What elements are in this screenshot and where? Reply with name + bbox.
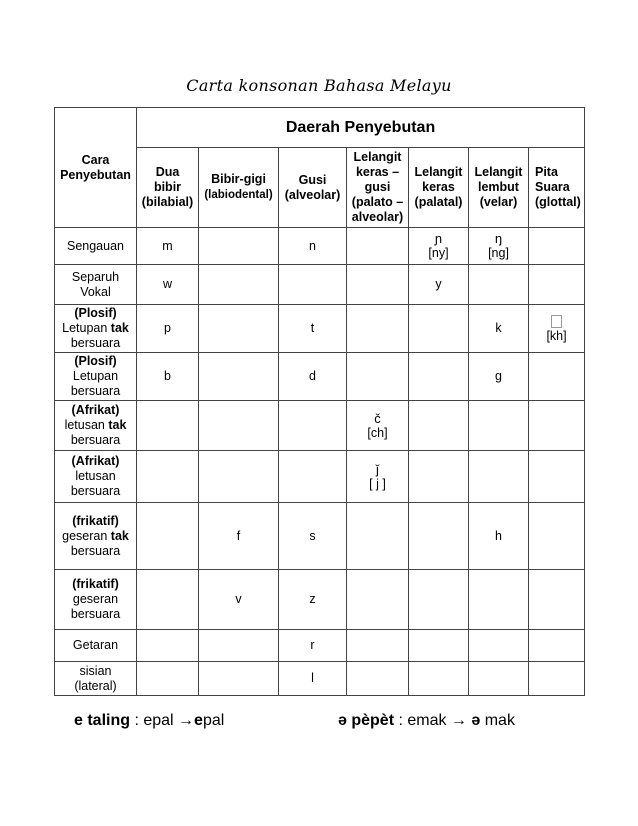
cell: g — [469, 353, 529, 401]
col-header-glottal: Pita Suara (glottal) — [529, 148, 585, 228]
cell: w — [137, 265, 199, 305]
cell: h — [469, 503, 529, 570]
chart-title: Carta konsonan Bahasa Melayu — [186, 76, 452, 95]
cell — [529, 503, 585, 570]
cell: ŋ [ng] — [469, 228, 529, 265]
footer-e-pepet: ə pèpèt : emak → ə mak — [338, 712, 515, 729]
cell — [199, 353, 279, 401]
cell: z — [279, 570, 347, 630]
cell — [529, 570, 585, 630]
cell — [347, 570, 409, 630]
consonant-chart-table — [54, 107, 585, 696]
cell — [529, 630, 585, 662]
table-row — [55, 503, 585, 570]
cell — [279, 401, 347, 451]
cell — [347, 353, 409, 401]
table-row — [55, 353, 585, 401]
row-label-sisian: sisian (lateral) — [55, 662, 137, 696]
cell — [199, 228, 279, 265]
col-header-palatal: Lelangit keras (palatal) — [409, 148, 469, 228]
row-label-sengauan: Sengauan — [55, 228, 137, 265]
cell — [469, 630, 529, 662]
cell: [kh] — [529, 305, 585, 353]
footer-e-taling: e taling : epal →epal — [74, 712, 225, 729]
cell — [199, 401, 279, 451]
col-header-palato-alveolar: Lelangit keras – gusi (palato – alveolar) — [347, 148, 409, 228]
cell: č [ch] — [347, 401, 409, 451]
cell — [279, 451, 347, 503]
cell: p — [137, 305, 199, 353]
row-label-afrikat-tak-bersuara: (Afrikat) letusan tak bersuara — [55, 401, 137, 451]
cell — [409, 503, 469, 570]
table-row — [55, 305, 585, 353]
cell: l — [279, 662, 347, 696]
cell — [469, 451, 529, 503]
row-label-afrikat-bersuara: (Afrikat) letusan bersuara — [55, 451, 137, 503]
col-header-labiodental: Bibir-gigi (labiodental) — [199, 148, 279, 228]
cell — [199, 630, 279, 662]
cell — [409, 353, 469, 401]
cell — [347, 503, 409, 570]
col-header-velar: Lelangit lembut (velar) — [469, 148, 529, 228]
cell — [529, 451, 585, 503]
cell: m — [137, 228, 199, 265]
cell — [409, 451, 469, 503]
cell: ɲ [ny] — [409, 228, 469, 265]
arrow-right-icon: → — [450, 712, 467, 729]
cell — [137, 503, 199, 570]
cell — [137, 401, 199, 451]
cell — [409, 630, 469, 662]
cell — [137, 662, 199, 696]
corner-header: Cara Penyebutan — [55, 108, 137, 228]
cell — [529, 265, 585, 305]
table-row — [55, 265, 585, 305]
cell: t — [279, 305, 347, 353]
row-label-plosif-bersuara: (Plosif) Letupan bersuara — [55, 353, 137, 401]
table-row — [55, 228, 585, 265]
cell — [529, 401, 585, 451]
cell — [409, 305, 469, 353]
cell: v — [199, 570, 279, 630]
cell: ǰ [ j ] — [347, 451, 409, 503]
arrow-right-icon: → — [178, 712, 195, 729]
cell — [199, 265, 279, 305]
table-row — [55, 630, 585, 662]
cell — [529, 353, 585, 401]
group-header: Daerah Penyebutan — [137, 108, 585, 148]
row-label-getaran: Getaran — [55, 630, 137, 662]
cell — [409, 401, 469, 451]
cell — [347, 228, 409, 265]
table-row — [55, 451, 585, 503]
cell — [347, 630, 409, 662]
table-row — [55, 662, 585, 696]
cell — [279, 265, 347, 305]
cell — [137, 570, 199, 630]
row-label-plosif-tak-bersuara: (Plosif) Letupan tak bersuara — [55, 305, 137, 353]
cell — [409, 570, 469, 630]
cell — [199, 451, 279, 503]
cell: d — [279, 353, 347, 401]
cell — [529, 228, 585, 265]
cell: f — [199, 503, 279, 570]
col-header-bilabial: Dua bibir (bilabial) — [137, 148, 199, 228]
cell — [137, 451, 199, 503]
cell — [469, 265, 529, 305]
cell: y — [409, 265, 469, 305]
cell: n — [279, 228, 347, 265]
cell: s — [279, 503, 347, 570]
row-label-separuh-vokal: Separuh Vokal — [55, 265, 137, 305]
cell — [137, 630, 199, 662]
cell — [199, 662, 279, 696]
cell: k — [469, 305, 529, 353]
cell: b — [137, 353, 199, 401]
table-row — [55, 570, 585, 630]
cell — [199, 305, 279, 353]
missing-glyph-icon — [551, 315, 562, 328]
cell — [409, 662, 469, 696]
cell — [347, 305, 409, 353]
cell — [529, 662, 585, 696]
row-label-frikatif-tak-bersuara: (frikatif) geseran tak bersuara — [55, 503, 137, 570]
cell — [347, 662, 409, 696]
cell — [347, 265, 409, 305]
cell — [469, 570, 529, 630]
cell — [469, 662, 529, 696]
col-header-alveolar: Gusi (alveolar) — [279, 148, 347, 228]
cell — [469, 401, 529, 451]
row-label-frikatif-bersuara: (frikatif) geseran bersuara — [55, 570, 137, 630]
cell: r — [279, 630, 347, 662]
table-row — [55, 401, 585, 451]
